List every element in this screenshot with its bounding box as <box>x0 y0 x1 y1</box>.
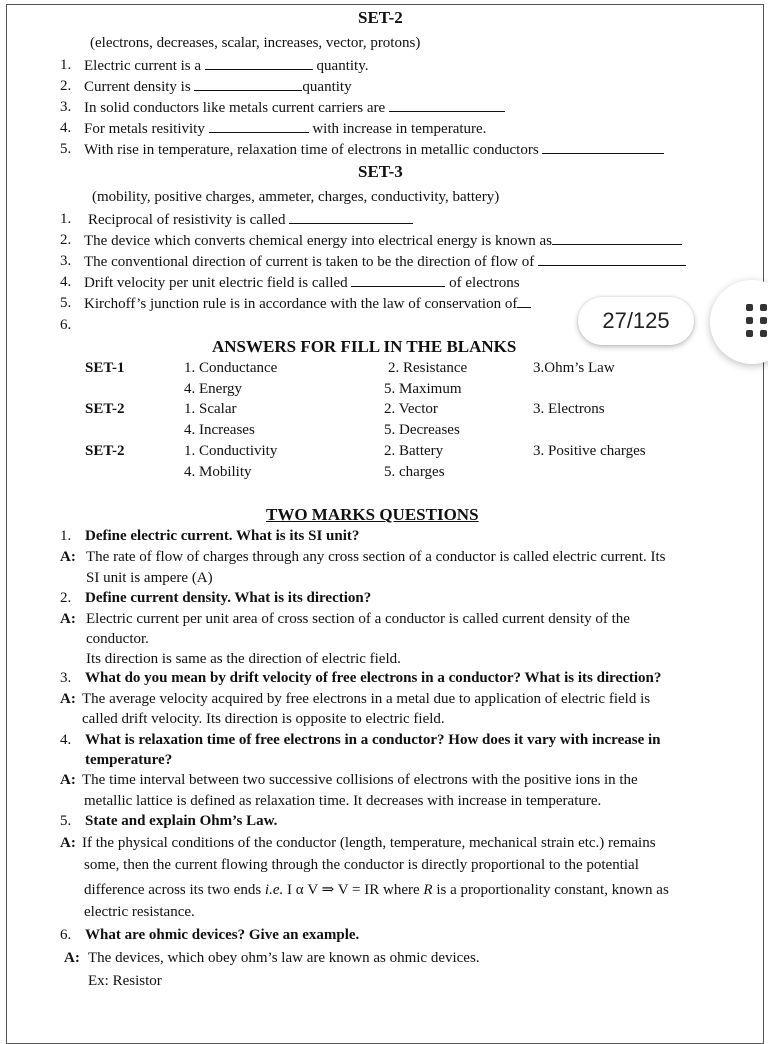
answer-2-label: A: <box>60 611 76 627</box>
set2-q3-number: 3. <box>60 99 72 115</box>
more-dots-icon <box>746 304 768 340</box>
set2-q3-blank <box>389 99 505 112</box>
answer-cell: 4. Mobility <box>184 464 252 480</box>
set3-q6-number: 6. <box>60 317 72 333</box>
set3-q2-text: The device which converts chemical energy into electrical energy is known as <box>84 233 553 249</box>
set3-q4-suffix: of electrons <box>449 275 520 291</box>
answers-set-label: SET-1 <box>85 360 125 376</box>
answer-cell: 5. Decreases <box>384 422 460 438</box>
question-5: State and explain Ohm’s Law. <box>85 813 278 829</box>
q4-number: 4. <box>60 732 72 748</box>
answer-5-ie: i.e. <box>264 882 284 898</box>
set3-q2-blank <box>552 232 682 245</box>
set3-q2-number: 2. <box>60 232 72 248</box>
q6-number: 6. <box>60 927 72 943</box>
answer-cell: 3. Electrons <box>533 401 605 417</box>
two-marks-title: TWO MARKS QUESTIONS <box>266 505 479 524</box>
answer-1-label: A: <box>60 549 76 565</box>
set2-q5 <box>84 141 664 159</box>
set3-q4-text: Drift velocity per unit electric field is called <box>84 275 348 291</box>
set2-q5-number: 5. <box>60 141 72 157</box>
answer-cell: 2. Resistance <box>388 360 468 376</box>
answer-6-line: The devices, which obey ohm’s law are known as ohmic devices. <box>88 950 480 966</box>
q3-number: 3. <box>60 670 72 686</box>
question-4-line: temperature? <box>85 752 173 768</box>
set3-q3-blank <box>538 253 686 266</box>
answer-2-line: conductor. <box>86 631 149 647</box>
answer-5-line: If the physical conditions of the conductor (length, temperature, mechanical strain etc.) remains <box>82 835 656 851</box>
set2-q2-suffix: quantity <box>302 79 352 95</box>
answer-6-label: A: <box>64 950 80 966</box>
set2-q1-blank <box>205 57 313 70</box>
answer-cell: 5. charges <box>384 464 445 480</box>
answer-cell-text: 5. Maximum <box>384 381 462 397</box>
set2-q4 <box>84 120 486 138</box>
answer-5-text: is a proportionality constant, known as <box>432 882 669 898</box>
q2-number: 2. <box>60 590 72 606</box>
set2-q1 <box>84 57 368 75</box>
answer-3-label: A: <box>60 691 76 707</box>
set3-q2 <box>84 232 682 250</box>
set3-q5-number: 5. <box>60 295 72 311</box>
answer-5-text: where <box>379 882 424 898</box>
set2-q2-text: Current density is <box>84 79 191 95</box>
set3-q3-number: 3. <box>60 253 72 269</box>
answer-1-line: The rate of flow of charges through any cross section of a conductor is called electric current. Its <box>86 549 666 565</box>
answer-6-line: Ex: Resistor <box>88 973 162 989</box>
answer-4-label: A: <box>60 772 76 788</box>
answer-cell <box>384 381 462 398</box>
set3-options: (mobility, positive charges, ammeter, charges, conductivity, battery) <box>92 189 500 205</box>
answer-cell: 4. Energy <box>184 381 243 397</box>
set2-q4-blank <box>209 120 309 133</box>
set2-q2 <box>84 78 352 96</box>
set2-q2-number: 2. <box>60 78 72 94</box>
set2-q3-text: In solid conductors like metals current carriers are <box>84 100 386 116</box>
set3-q5 <box>84 295 531 313</box>
answer-cell: 1. Conductance <box>184 360 278 376</box>
answer-cell: 1. Conductivity <box>184 443 278 459</box>
answer-5-label: A: <box>60 835 76 851</box>
set3-title: SET-3 <box>358 162 403 181</box>
set2-q4-text: For metals resitivity <box>84 121 205 137</box>
question-6: What are ohmic devices? Give an example. <box>85 927 360 943</box>
ohms-law-formula: I α V ⇒ V = IR <box>283 882 380 898</box>
answer-2-line: Its direction is same as the direction of electric field. <box>86 651 401 667</box>
set2-q1-number: 1. <box>60 57 72 73</box>
answer-cell: 2. Battery <box>384 443 444 459</box>
set3-q5-blank <box>517 295 531 308</box>
answer-1-line: SI unit is ampere (A) <box>86 570 213 586</box>
set2-q2-blank <box>194 78 302 91</box>
set3-q3 <box>84 253 686 271</box>
answer-cell: 1. Scalar <box>184 401 237 417</box>
set2-options: (electrons, decreases, scalar, increases, vector, protons) <box>90 35 421 51</box>
answer-5-line: electric resistance. <box>84 904 195 920</box>
answer-4-line: The time interval between two successive collisions of electrons with the positive ions in the <box>82 772 638 788</box>
question-2: Define current density. What is its direction? <box>85 590 372 606</box>
set2-q1-text: Electric current is a <box>84 58 202 74</box>
answer-3-line: The average velocity acquired by free electrons in a metal due to application of electric field is <box>82 691 651 707</box>
set2-q3 <box>84 99 505 117</box>
answer-5-r-symbol: R <box>423 882 433 898</box>
set3-q1-blank <box>289 211 413 224</box>
set3-q5-text: Kirchoff’s junction rule is in accordance with the law of conservation of <box>84 296 518 312</box>
answers-set-label: SET-2 <box>85 443 125 459</box>
answer-5-line: some, then the current flowing through the conductor is directly proportional to the potential <box>84 857 639 873</box>
page-counter: 27/125 <box>578 297 694 345</box>
set2-q4-number: 4. <box>60 120 72 136</box>
answer-2-line: Electric current per unit area of cross section of a conductor is called current density of the <box>86 611 630 627</box>
set3-q4 <box>84 274 520 292</box>
answer-cell: 4. Increases <box>184 422 255 438</box>
set3-q1 <box>88 211 413 229</box>
answer-5-line-formula <box>84 880 669 899</box>
answer-cell: 2. Vector <box>384 401 438 417</box>
set3-q1-number: 1. <box>60 211 72 227</box>
answers-title: ANSWERS FOR FILL IN THE BLANKS <box>212 337 517 356</box>
answer-cell: 3. Positive charges <box>533 443 646 459</box>
set3-q1-text: Reciprocal of resistivity is called <box>88 212 286 228</box>
answer-4-line: metallic lattice is defined as relaxation time. It decreases with increase in temperature. <box>84 793 602 809</box>
answer-cell: 3.Ohm’s Law <box>533 360 615 376</box>
set3-q3-text: The conventional direction of current is taken to be the direction of flow of <box>84 254 535 270</box>
q5-number: 5. <box>60 813 72 829</box>
set2-q5-blank <box>542 141 664 154</box>
answer-5-text: difference across its two ends <box>84 882 265 898</box>
answers-set-label: SET-2 <box>85 401 125 417</box>
set2-q4-suffix: with increase in temperature. <box>312 121 487 137</box>
question-4-line: What is relaxation time of free electrons in a conductor? How does it vary with increase in <box>85 732 661 748</box>
set3-q4-blank <box>351 274 445 287</box>
question-1: Define electric current. What is its SI unit? <box>85 528 360 544</box>
set2-title: SET-2 <box>358 8 403 27</box>
set2-q5-text: With rise in temperature, relaxation time of electrons in metallic conductors <box>84 142 539 158</box>
set3-q4-number: 4. <box>60 274 72 290</box>
question-3: What do you mean by drift velocity of free electrons in a conductor? What is its direction? <box>85 670 662 686</box>
answer-3-line: called drift velocity. Its direction is opposite to electric field. <box>82 711 445 727</box>
set2-q1-suffix: quantity. <box>316 58 369 74</box>
q1-number: 1. <box>60 528 72 544</box>
